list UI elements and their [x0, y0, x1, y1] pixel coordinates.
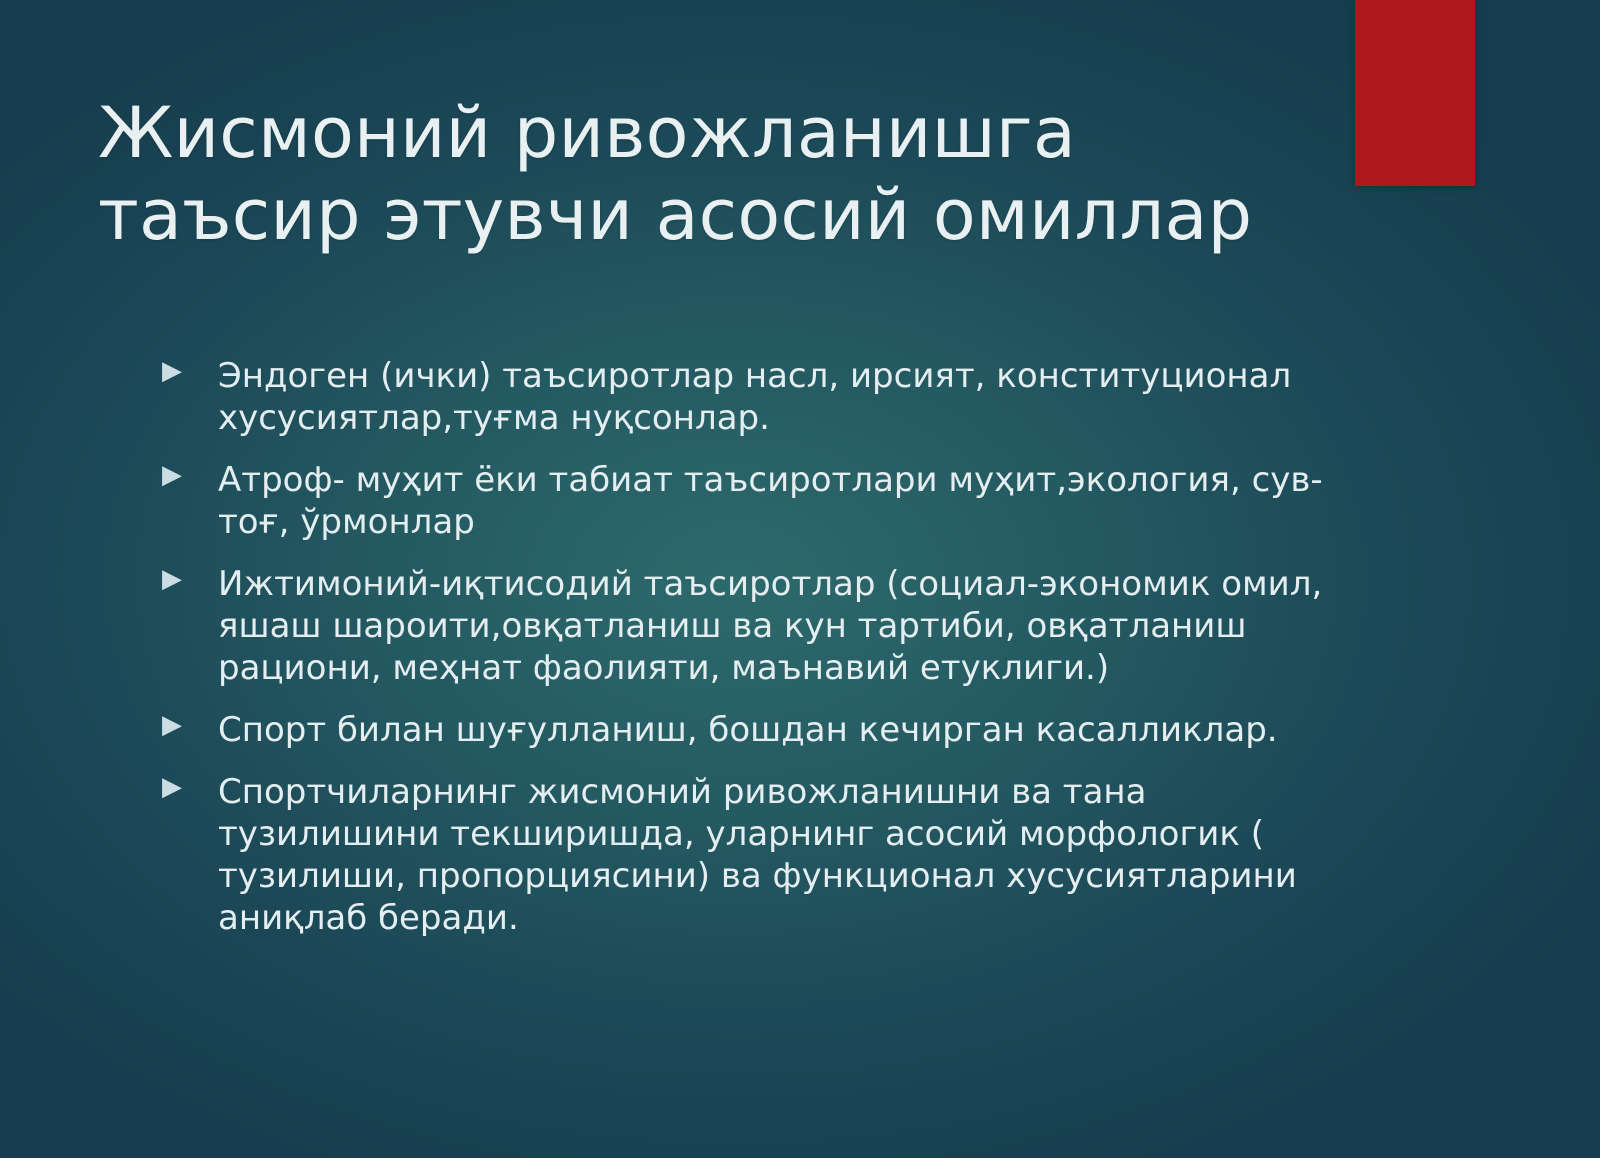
triangle-right-icon: ▶ [162, 772, 182, 802]
bullet-item-endogenous [160, 355, 1340, 439]
bullet-item-environment [160, 459, 1340, 543]
bullet-item-socio-economic [160, 563, 1340, 689]
triangle-right-icon: ▶ [162, 356, 182, 386]
slide-title-line-1: Жисмоний ривожланишга [98, 92, 1076, 174]
bullet-text: Ижтимоний-иқтисодий таъсиротлар (социал-экономик омил, яшаш шароити,овқатланиш ва кун тартиби, овқатланиш рациони, меҳнат фаолияти, маънавий етуклиги.) [218, 564, 1323, 688]
slide-title-line-2: таъсир этувчи асосий омиллар [98, 174, 1253, 256]
triangle-right-icon: ▶ [162, 460, 182, 490]
bullet-item-athletes [160, 771, 1340, 939]
bullet-text: Атроф- муҳит ёки табиат таъсиротлари муҳит,экология, сув-тоғ, ўрмонлар [218, 460, 1323, 542]
accent-bar [1355, 0, 1475, 186]
bullet-text: Спортчиларнинг жисмоний ривожланишни ва тана тузилишини текширишда, уларнинг асосий морфологик ( тузилиши, пропорциясини) ва функционал хусусиятларини аниқлаб беради. [218, 772, 1297, 938]
bullet-item-sport [160, 709, 1340, 751]
slide-title [98, 92, 1338, 256]
bullet-text: Эндоген (ички) таъсиротлар насл, ирсият, конституционал хусусиятлар,туғма нуқсонлар. [218, 356, 1292, 438]
triangle-right-icon: ▶ [162, 564, 182, 594]
triangle-right-icon: ▶ [162, 710, 182, 740]
bullet-list [160, 355, 1340, 959]
bullet-text: Спорт билан шуғулланиш, бошдан кечирган касалликлар. [218, 710, 1278, 750]
